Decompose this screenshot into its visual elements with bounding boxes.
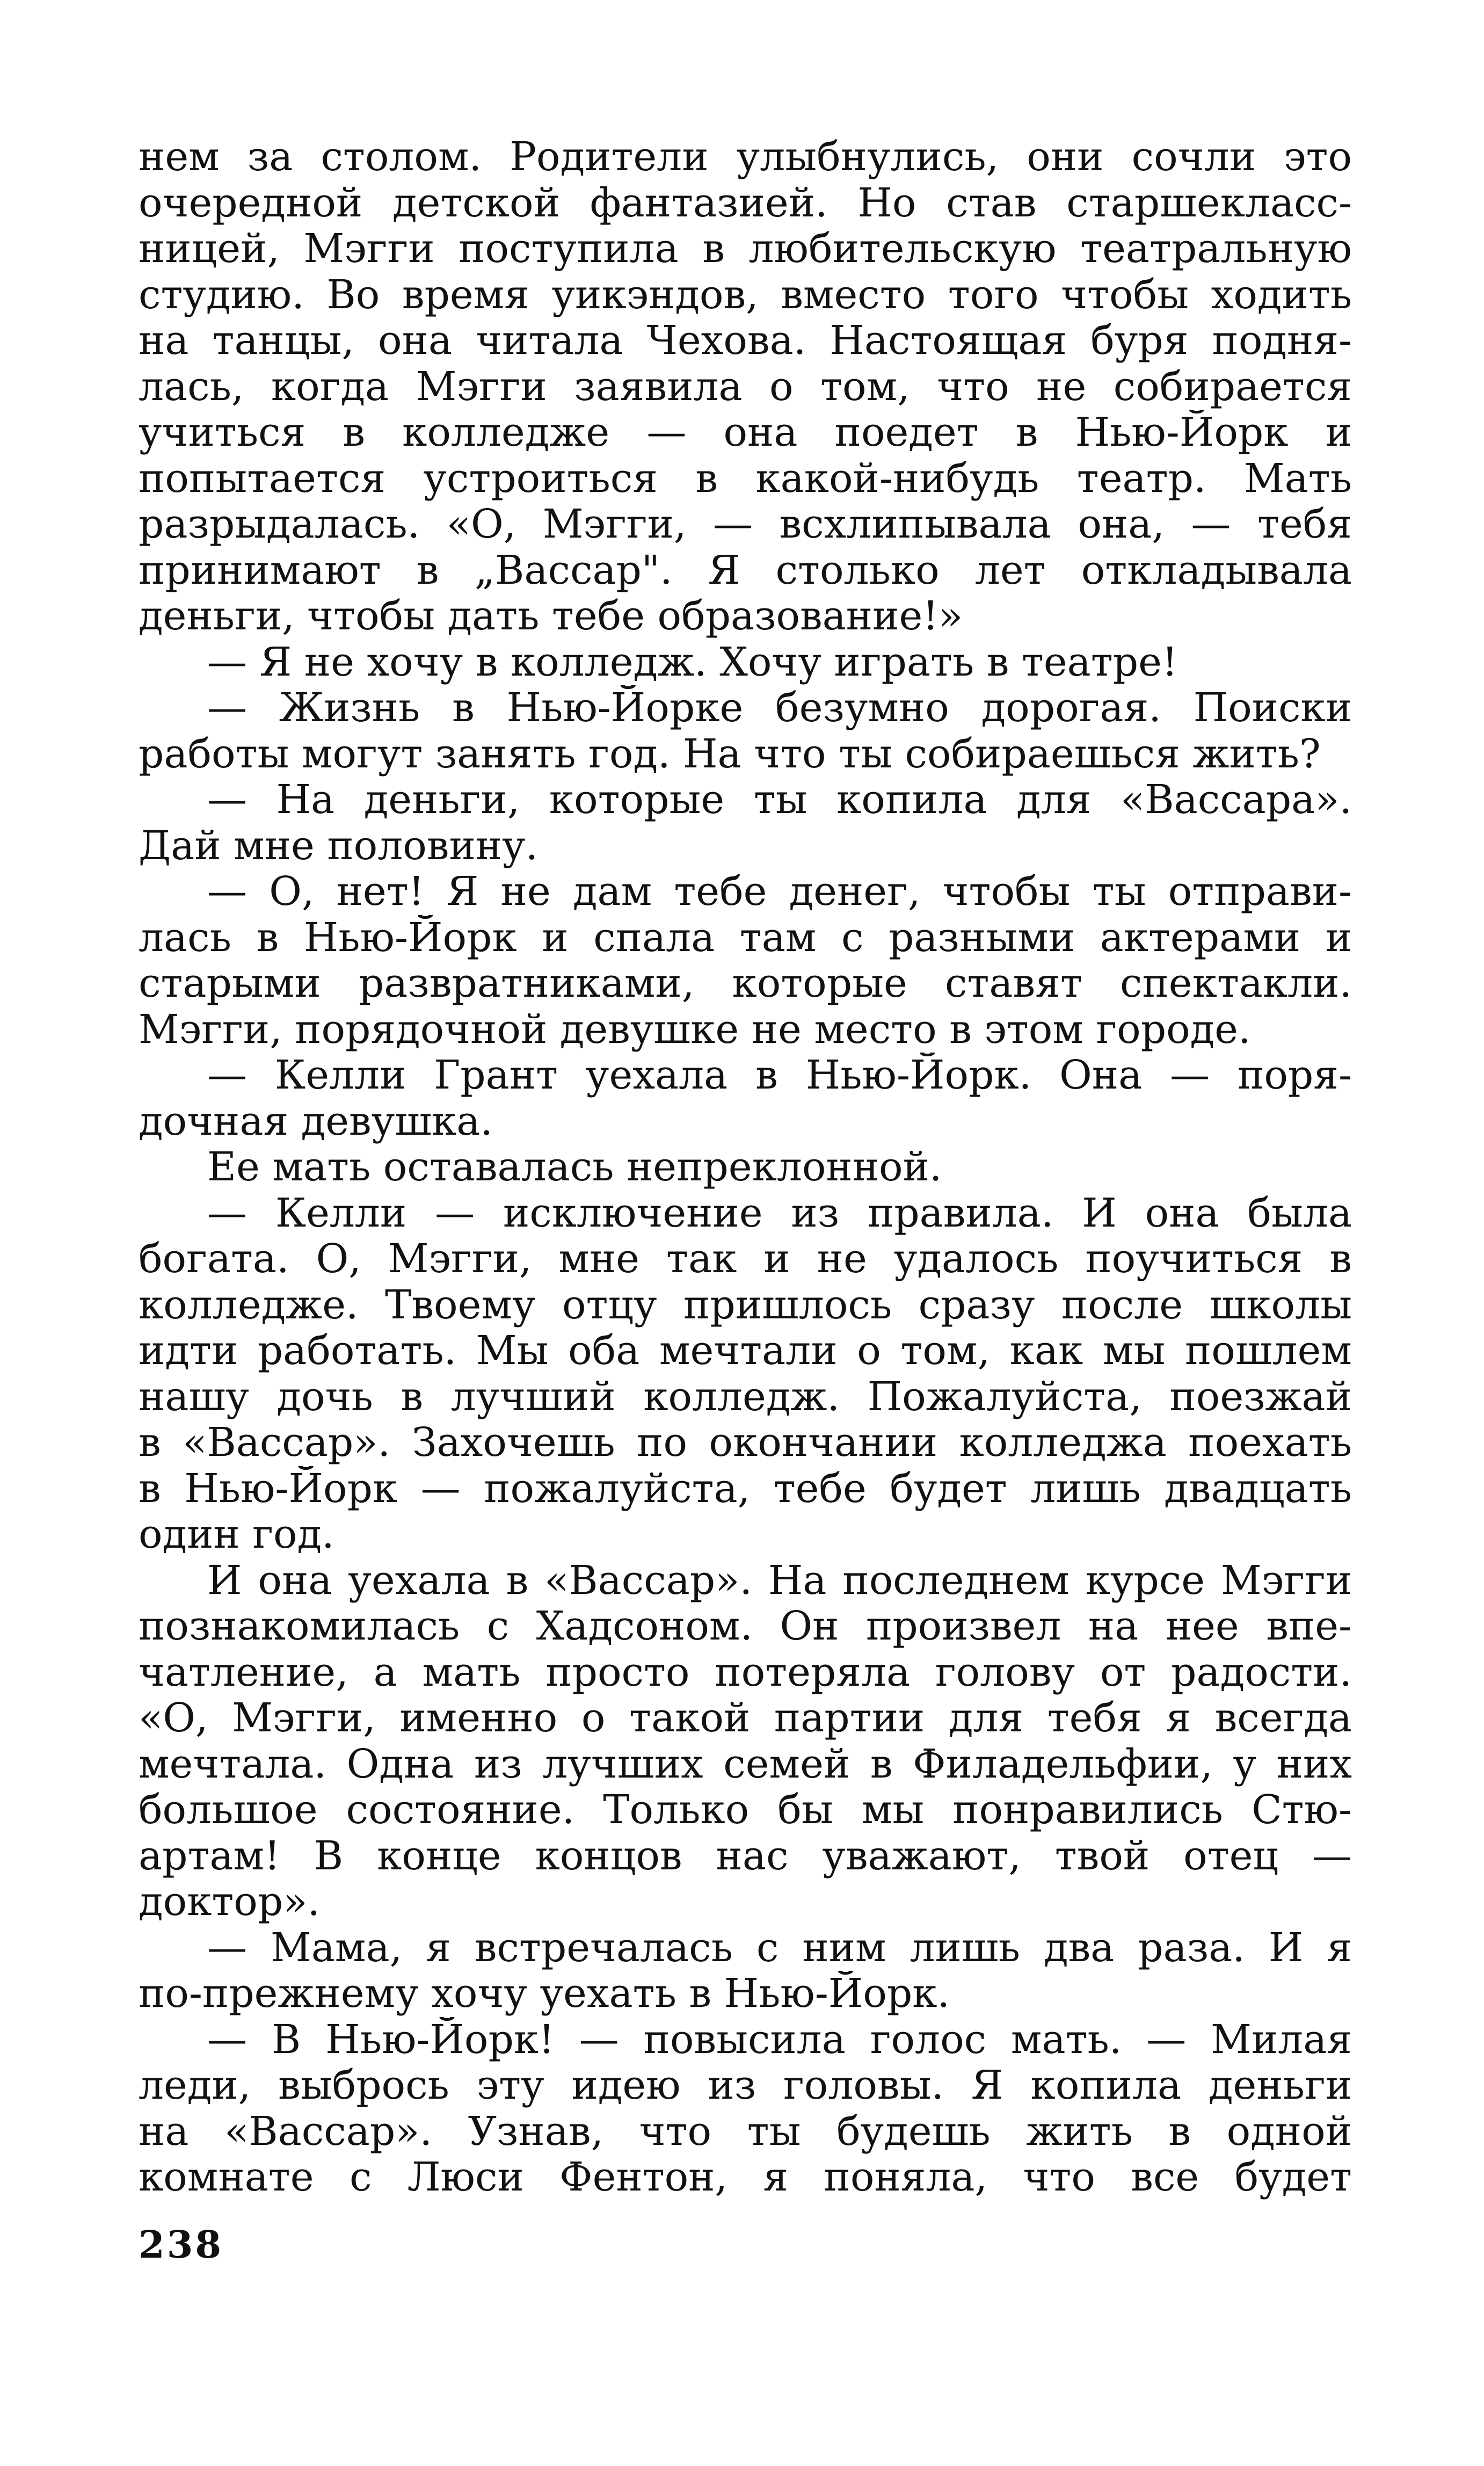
text-line: лась в Нью-Йорк и спала там с разными актерами и [139, 915, 1352, 961]
text-line: деньги, чтобы дать тебе образование!» [139, 593, 963, 639]
text-line: богата. О, Мэгги, мне так и не удалось поучиться в [139, 1236, 1352, 1282]
paragraph [139, 1925, 1352, 2017]
text-line: на танцы, она читала Чехова. Настоящая буря подня- [139, 318, 1352, 364]
text-line: мечтала. Одна из лучших семей в Филадельфии, у них [139, 1741, 1352, 1787]
text-line: — Келли Грант уехала в Нью-Йорк. Она — поря- [207, 1053, 1352, 1098]
text-line: И она уехала в «Вассар». На последнем курсе Мэгги [207, 1557, 1352, 1604]
text-line: студию. Во время уикэндов, вместо того чтобы ходить [139, 272, 1352, 318]
text-line: — Жизнь в Нью-Йорке безумно дорогая. Поиски [207, 685, 1352, 731]
text-line: работы могут занять год. На что ты собираешься жить? [139, 731, 1321, 777]
paragraph [139, 685, 1352, 777]
text-line: лась, когда Мэгги заявила о том, что не собирается [139, 364, 1352, 410]
text-line: артам! В конце концов нас уважают, твой отец — [139, 1833, 1352, 1879]
text-line: попытается устроиться в какой-нибудь театр. Мать [139, 455, 1352, 502]
text-line: очередной детской фантазией. Но став старшекласс- [139, 180, 1352, 226]
text-line: — Келли — исключение из правила. И она была [207, 1190, 1352, 1236]
paragraph [139, 1191, 1352, 1558]
text-line: разрыдалась. «О, Мэгги, — всхлипывала она, — тебя [139, 502, 1352, 547]
text-line: — Мама, я встречалась с ним лишь два раза. И я [207, 1925, 1352, 1971]
text-line: ницей, Мэгги поступила в любительскую театральную [139, 226, 1352, 272]
paragraph [139, 2017, 1352, 2201]
text-line: — В Нью-Йорк! — повысила голос мать. — Милая [207, 2017, 1352, 2063]
text-line: один год. [139, 1512, 334, 1557]
text-line: чатление, а мать просто потеряла голову от радости. [139, 1649, 1352, 1695]
text-line: большое состояние. Только бы мы понравились Стю- [139, 1787, 1352, 1833]
text-line: леди, выбрось эту идею из головы. Я копила деньги [139, 2063, 1352, 2108]
paragraph [139, 869, 1352, 1053]
text-line: идти работать. Мы оба мечтали о том, как мы пошлем [139, 1328, 1352, 1374]
page-number: 238 [139, 2222, 224, 2267]
text-line: в «Вассар». Захочешь по окончании колледжа поехать [139, 1420, 1352, 1466]
text-line: принимают в „Вассар". Я столько лет откладывала [139, 547, 1352, 593]
text-line: на «Вассар». Узнав, что ты будешь жить в одной [139, 2108, 1352, 2155]
text-line: нашу дочь в лучший колледж. Пожалуйста, поезжай [139, 1374, 1352, 1420]
text-line: по-прежнему хочу уехать в Нью-Йорк. [139, 1971, 950, 2017]
paragraph [139, 1144, 1352, 1191]
text-line: Ее мать оставалась непреклонной. [207, 1144, 942, 1190]
paragraph [139, 1053, 1352, 1144]
text-line: Мэгги, порядочной девушке не место в этом городе. [139, 1006, 1251, 1053]
text-line: старыми развратниками, которые ставят спектакли. [139, 961, 1352, 1006]
text-line: комнате с Люси Фентон, я поняла, что все будет [139, 2155, 1352, 2200]
text-line: колледже. Твоему отцу пришлось сразу после школы [139, 1282, 1352, 1328]
text-line: доктор». [139, 1879, 321, 1925]
body-text [139, 134, 1352, 2201]
paragraph [139, 777, 1352, 869]
text-line: дочная девушка. [139, 1098, 493, 1144]
text-line: в Нью-Йорк — пожалуйста, тебе будет лишь двадцать [139, 1466, 1352, 1512]
text-line: учиться в колледже — она поедет в Нью-Йорк и [139, 410, 1352, 455]
text-line: «О, Мэгги, именно о такой партии для тебя я всегда [139, 1695, 1352, 1741]
paragraph [139, 134, 1352, 640]
text-line: Дай мне половину. [139, 823, 539, 869]
text-line: нем за столом. Родители улыбнулись, они сочли это [139, 134, 1352, 180]
paragraph [139, 1558, 1352, 1925]
text-line: — О, нет! Я не дам тебе денег, чтобы ты отправи- [207, 869, 1352, 915]
text-line: — На деньги, которые ты копила для «Вассара». [207, 777, 1352, 823]
paragraph [139, 640, 1352, 686]
text-line: познакомилась с Хадсоном. Он произвел на нее впе- [139, 1604, 1352, 1649]
text-line: — Я не хочу в колледж. Хочу играть в театре! [207, 639, 1178, 685]
